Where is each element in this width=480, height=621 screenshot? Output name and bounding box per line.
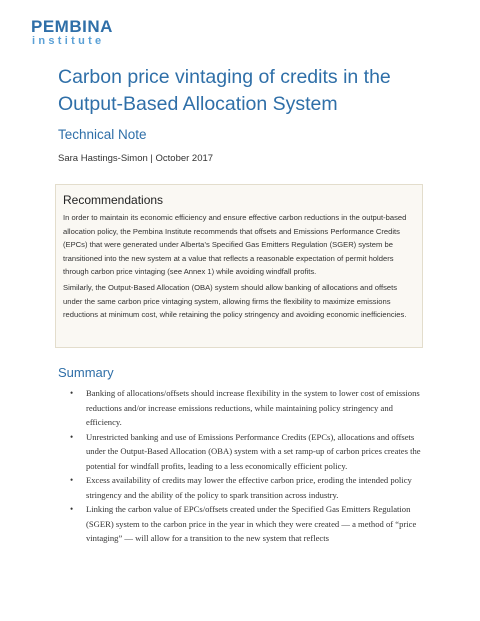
bullet-icon: • [70, 475, 74, 485]
recommendations-box [55, 184, 423, 348]
document-subtitle: Technical Note [58, 127, 147, 142]
summary-heading: Summary [58, 365, 114, 380]
list-item-text: Unrestricted banking and use of Emissions Performance Credits (EPCs), allocations and offsets under the Output-Based Allocation (OBA) system with a set ramp-up of carbon prices creates the potential for windfall profits, leading to a less economically efficient policy. [86, 431, 421, 471]
recommendations-heading: Recommendations [63, 193, 164, 207]
bullet-icon: • [70, 388, 74, 398]
list-item-text: Linking the carbon value of EPCs/offsets created under the Specified Gas Emitters Regulation (SGER) system to the carbon price in the year in which they were created — a method of “price vintaging” — will allow for a transition to the new system that reflects [86, 504, 417, 543]
recommendations-paragraph: Similarly, the Output-Based Allocation (OBA) system should allow banking of allocations and offsets under the same carbon price vintaging system, allowing firms the flexibility to maximize emissions reductions at minimum cost, while retaining the policy stringency and avoiding economic inefficiencies. [63, 282, 407, 320]
author-date: Sara Hastings-Simon | October 2017 [58, 153, 214, 164]
bullet-icon: • [70, 431, 74, 442]
list-item [70, 502, 430, 546]
bullet-icon: • [70, 504, 74, 514]
logo-wordmark: PEMBINA [31, 17, 113, 36]
logo-subline: institute [32, 35, 105, 47]
list-item [70, 430, 430, 474]
list-item [70, 473, 430, 502]
recommendations-paragraph: In order to maintain its economic efficiency and ensure effective carbon reductions in the output-based allocation policy, the Pembina Institute recommends that offsets and Emissions Performance Credits (EPCs) that were generated under Alberta’s Specified Gas Emitters Regulation (SGER) system be transitioned into the new system at a value that reflects a reasonable expectation of permit holders through carbon price vintaging (see Annex 1) while avoiding windfall profits. [63, 213, 407, 277]
summary-list [70, 386, 430, 546]
pembina-logo [31, 18, 113, 47]
list-item-text: Banking of allocations/offsets should increase flexibility in the system to lower cost of emissions reductions and/or increase emissions reductions, while maintaining policy stringency and efficiency. [86, 388, 420, 427]
list-item-text: Excess availability of credits may lower the effective carbon price, eroding the intended policy stringency and the ability of the policy to spark transition across industry. [86, 475, 412, 500]
document-title: Carbon price vintaging of credits in the Output-Based Allocation System [58, 66, 391, 115]
list-item [70, 386, 430, 430]
